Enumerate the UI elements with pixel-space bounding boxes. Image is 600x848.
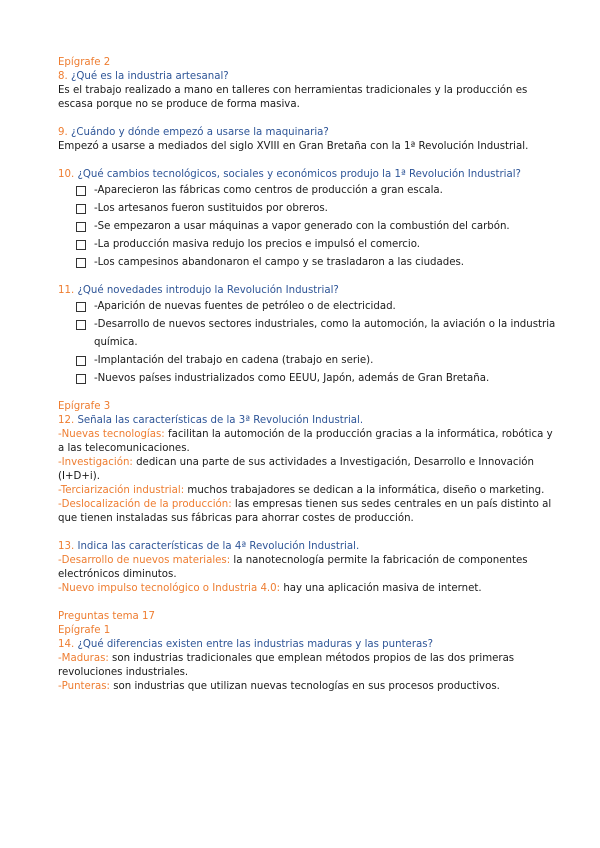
list-item: -Los campesinos abandonaron el campo y se trasladaron a las ciudades. — [76, 254, 558, 272]
answer-item — [58, 582, 558, 596]
question-number: 10. — [58, 169, 75, 180]
checkbox-icon[interactable] — [76, 186, 86, 196]
answer-item — [58, 428, 558, 456]
list-item: -Se empezaron a usar máquinas a vapor generado con la combustión del carbón. — [76, 218, 558, 236]
question-8 — [58, 70, 558, 84]
question-text: ¿Cuándo y dónde empezó a usarse la maquinaria? — [67, 127, 329, 138]
answer-label: -Nuevo impulso tecnológico o Industria 4.0: — [58, 583, 281, 594]
answer-item — [58, 554, 558, 582]
answer-9: Empezó a usarse a mediados del siglo XVIII en Gran Bretaña con la 1ª Revolución Industrial. — [58, 141, 529, 152]
answer-label: -Deslocalización de la producción: — [58, 499, 232, 510]
checklist-11 — [58, 298, 558, 388]
question-text: Indica las características de la 4ª Revolución Industrial. — [74, 541, 360, 552]
question-text: ¿Qué novedades introdujo la Revolución Industrial? — [74, 285, 339, 296]
question-number: 13. — [58, 541, 75, 552]
answer-item — [58, 680, 558, 694]
answer-label: -Nuevas tecnologías: — [58, 429, 165, 440]
list-item: -Desarrollo de nuevos sectores industriales, como la automoción, la aviación o la industria química. — [76, 316, 558, 352]
question-14 — [58, 638, 558, 652]
answer-label: -Punteras: — [58, 681, 110, 692]
list-item: -Nuevos países industrializados como EEUU, Japón, además de Gran Bretaña. — [76, 370, 558, 388]
preguntas-heading: Preguntas tema 17 — [58, 611, 155, 622]
answer-text: la nanotecnología permite la fabricación de componentes electrónicos diminutos. — [58, 555, 528, 580]
answer-8: Es el trabajo realizado a mano en talleres con herramientas tradicionales y la producción es escasa porque no se produce de forma masiva. — [58, 85, 528, 110]
question-text: ¿Qué cambios tecnológicos, sociales y económicos produjo la 1ª Revolución Industrial? — [74, 169, 521, 180]
answer-item — [58, 456, 558, 484]
answer-label: -Maduras: — [58, 653, 109, 664]
question-11 — [58, 284, 558, 298]
answer-item — [58, 652, 558, 680]
question-number: 9. — [58, 127, 68, 138]
answer-text: facilitan la automoción de la producción gracias a la informática, robótica y a las telecomunicaciones. — [58, 429, 553, 454]
answer-label: -Desarrollo de nuevos materiales: — [58, 555, 231, 566]
answer-item — [58, 484, 558, 498]
section-epigrafe-3 — [58, 400, 558, 526]
question-13 — [58, 540, 558, 554]
section-epigrafe-2 — [58, 56, 558, 388]
answer-text: hay una aplicación masiva de internet. — [280, 583, 482, 594]
section-tema-17 — [58, 610, 558, 694]
answer-label: -Terciarización industrial: — [58, 485, 185, 496]
checkbox-icon[interactable] — [76, 320, 86, 330]
list-item: -La producción masiva redujo los precios e impulsó el comercio. — [76, 236, 558, 254]
question-text: ¿Qué es la industria artesanal? — [67, 71, 229, 82]
checklist-10 — [58, 182, 558, 272]
checkbox-icon[interactable] — [76, 356, 86, 366]
epigrafe-heading: Epígrafe 3 — [58, 401, 111, 412]
checkbox-icon[interactable] — [76, 258, 86, 268]
epigrafe-heading: Epígrafe 1 — [58, 625, 111, 636]
answer-text: dedican una parte de sus actividades a Investigación, Desarrollo e Innovación (I+D+i). — [58, 457, 534, 482]
answer-text: son industrias que utilizan nuevas tecnologías en sus procesos productivos. — [110, 681, 500, 692]
section-question-13 — [58, 540, 558, 596]
answer-label: -Investigación: — [58, 457, 133, 468]
checkbox-icon[interactable] — [76, 302, 86, 312]
checkbox-icon[interactable] — [76, 222, 86, 232]
list-item: -Aparición de nuevas fuentes de petróleo o de electricidad. — [76, 298, 558, 316]
question-text: ¿Qué diferencias existen entre las industrias maduras y las punteras? — [74, 639, 433, 650]
list-item: -Aparecieron las fábricas como centros de producción a gran escala. — [76, 182, 558, 200]
question-9 — [58, 126, 558, 140]
question-number: 8. — [58, 71, 68, 82]
answer-text: son industrias tradicionales que emplean métodos propios de las dos primeras revoluciones industriales. — [58, 653, 515, 678]
question-10 — [58, 168, 558, 182]
checkbox-icon[interactable] — [76, 240, 86, 250]
question-number: 11. — [58, 285, 75, 296]
question-number: 12. — [58, 415, 75, 426]
epigrafe-heading: Epígrafe 2 — [58, 57, 111, 68]
list-item: -Implantación del trabajo en cadena (trabajo en serie). — [76, 352, 558, 370]
answer-item — [58, 498, 558, 526]
answer-text: muchos trabajadores se dedican a la informática, diseño o marketing. — [184, 485, 545, 496]
question-number: 14. — [58, 639, 75, 650]
checkbox-icon[interactable] — [76, 204, 86, 214]
list-item: -Los artesanos fueron sustituidos por obreros. — [76, 200, 558, 218]
question-12 — [58, 414, 558, 428]
question-text: Señala las características de la 3ª Revolución Industrial. — [74, 415, 364, 426]
checkbox-icon[interactable] — [76, 374, 86, 384]
answer-text: las empresas tienen sus sedes centrales en un país distinto al que tienen instaladas sus fábricas para ahorrar costes de producción. — [58, 499, 552, 524]
